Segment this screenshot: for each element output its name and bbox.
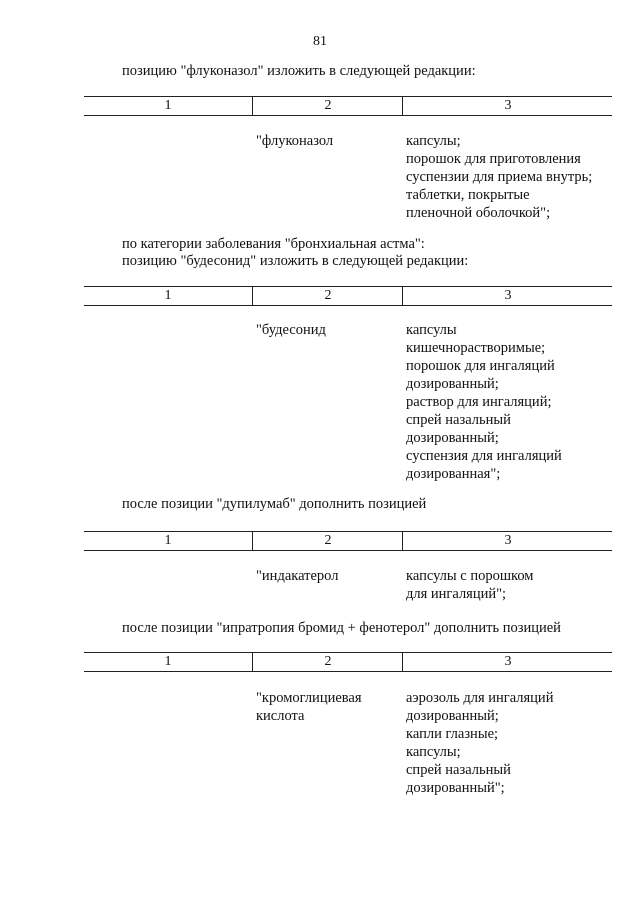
form-line: кишечнорастворимые; <box>406 340 546 356</box>
section-1-intro <box>122 63 476 80</box>
form-line: спрей назальный <box>406 762 511 778</box>
form-line: порошок для ингаляций <box>406 358 555 374</box>
paragraph-line: после позиции "дупилумаб" дополнить позицией <box>122 496 427 512</box>
form-line: капсулы; <box>406 133 461 149</box>
column-1-header: 1 <box>164 533 172 548</box>
section-3-dosage-forms <box>406 567 533 603</box>
paragraph-line: позицию "будесонид" изложить в следующей редакции: <box>122 253 469 269</box>
section-4-intro <box>122 620 561 637</box>
form-line: дозированный; <box>406 376 499 392</box>
column-3-header: 3 <box>402 532 613 550</box>
form-line: аэрозоль для ингаляций <box>406 690 554 706</box>
form-line: дозированный"; <box>406 780 505 796</box>
section-4-drug-name <box>256 689 362 725</box>
section-2-intro <box>122 236 468 270</box>
column-1-header: 1 <box>164 288 172 303</box>
form-line: раствор для ингаляций; <box>406 394 552 410</box>
section-2-drug-name <box>256 321 326 339</box>
section-1-table-header <box>84 96 612 116</box>
section-2-dosage-forms <box>406 321 562 483</box>
column-3-header: 3 <box>402 287 613 305</box>
paragraph-line: позицию "флуконазол" изложить в следующей редакции: <box>122 63 476 79</box>
column-3-header: 3 <box>402 653 613 671</box>
form-line: капсулы <box>406 322 457 338</box>
form-line: суспензии для приема внутрь; <box>406 169 593 185</box>
form-line: спрей назальный <box>406 412 511 428</box>
form-line: капсулы; <box>406 744 461 760</box>
name-line: "кромоглициевая <box>256 690 362 706</box>
column-2-header: 2 <box>252 532 403 550</box>
form-line: капли глазные; <box>406 726 499 742</box>
section-4-dosage-forms <box>406 689 553 797</box>
column-2-header: 2 <box>252 653 403 671</box>
section-3-drug-name <box>256 567 338 585</box>
form-line: для ингаляций"; <box>406 586 507 602</box>
section-3-intro <box>122 496 426 513</box>
form-line: дозированный; <box>406 430 499 446</box>
section-3-table-header <box>84 531 612 551</box>
form-line: порошок для приготовления <box>406 151 581 167</box>
section-1-drug-name <box>256 132 333 150</box>
name-line: "флуконазол <box>256 133 334 149</box>
section-2-table-header <box>84 286 612 306</box>
section-1-dosage-forms <box>406 132 592 222</box>
form-line: дозированная"; <box>406 466 501 482</box>
name-line: "индакатерол <box>256 568 339 584</box>
column-1-header: 1 <box>164 654 172 669</box>
name-line: кислота <box>256 708 305 724</box>
name-line: "будесонид <box>256 322 326 338</box>
form-line: суспензия для ингаляций <box>406 448 562 464</box>
section-4-table-header <box>84 652 612 672</box>
form-line: дозированный; <box>406 708 499 724</box>
page-number: 81 <box>313 34 327 49</box>
form-line: пленочной оболочкой"; <box>406 205 551 221</box>
column-1-header: 1 <box>164 98 172 113</box>
column-2-header: 2 <box>252 97 403 115</box>
paragraph-line: после позиции "ипратропия бромид + фенотерол" дополнить позицией <box>122 620 561 636</box>
form-line: капсулы с порошком <box>406 568 534 584</box>
column-2-header: 2 <box>252 287 403 305</box>
paragraph-line: по категории заболевания "бронхиальная астма": <box>122 236 425 252</box>
column-3-header: 3 <box>402 97 613 115</box>
form-line: таблетки, покрытые <box>406 187 530 203</box>
